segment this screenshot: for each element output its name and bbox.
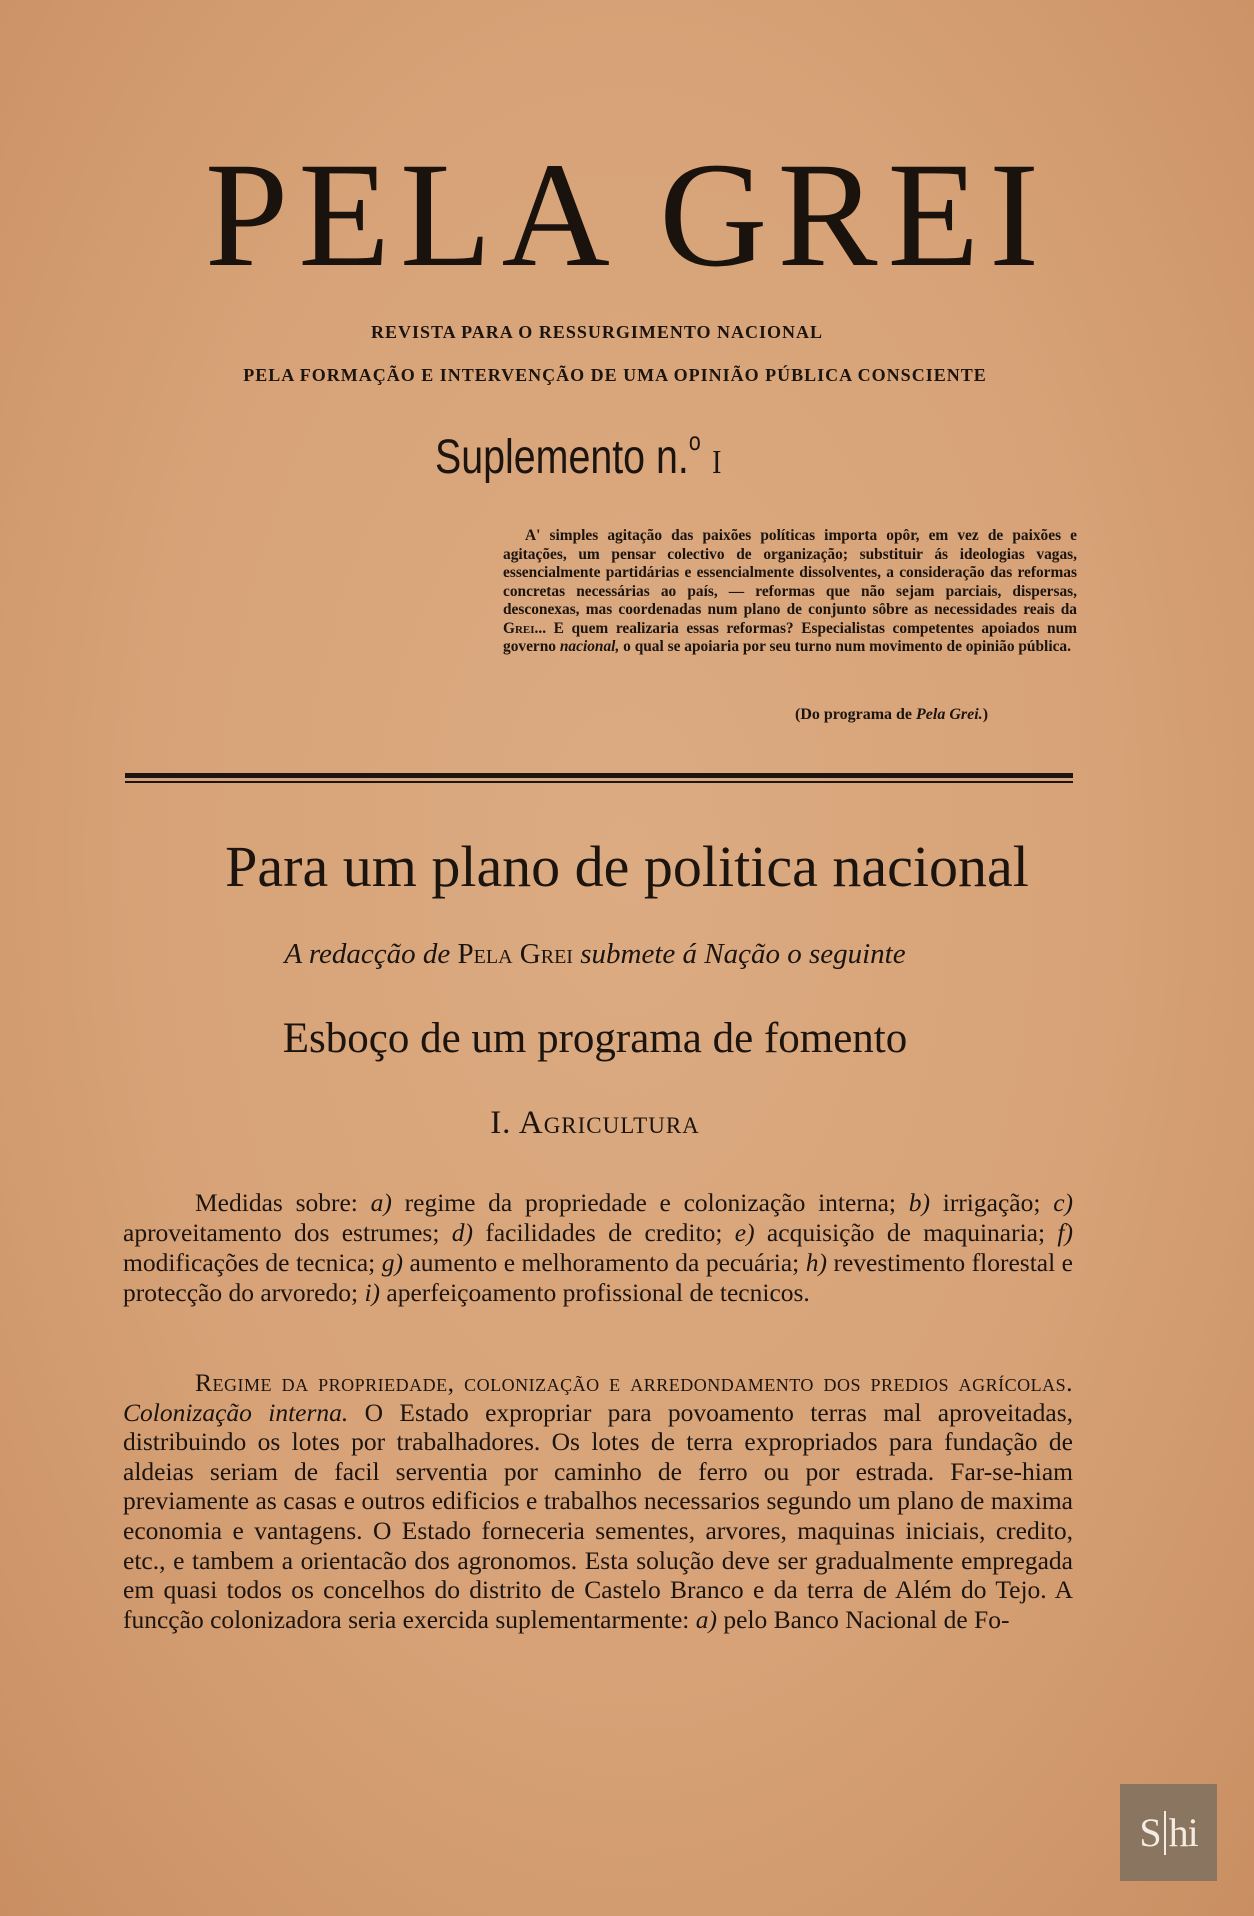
epigraph-text-3: o qual se apoiaria por seu turno num movimento de opinião pública. — [619, 638, 1071, 655]
epigraph — [503, 527, 1077, 657]
intro-pela: Pela — [457, 938, 513, 970]
paragraph-colonization: Regime da propriedade, colonização e arredondamento dos predios agrícolas. Colonização interna. O Estado expropriar para povoamento terras mal aproveitadas, distribuindo os lotes por trabalhadores. Os lotes de terra expropriados para fundação de aldeias seriam de facil serventia por caminho de ferro ou por estrada. Far-se-hiam previamente as casas e outros edificios e trabalhos necessarios segundo um plano de maxima economia e vantagens. O Estado forneceria sementes, arvores, maquinas iniciais, credito, etc., e tambem a orientacão dos agronomos. Esta solução deve ser gradualmente empregada em quasi todos os concelhos do distrito de Castelo Branco e da terra de Além do Tejo. A funcção colonizadora seria exercida suplementarmente: a) pelo Banco Nacional de Fo- — [123, 1368, 1073, 1634]
source-prefix: (Do programa de — [795, 706, 917, 723]
intro-grei: Grei — [519, 938, 573, 970]
logo-text-left: S — [1139, 1810, 1161, 1855]
epigraph-grei: Grei — [503, 619, 535, 637]
epigraph-source — [795, 706, 988, 724]
masthead-title: PELA GREI — [204, 132, 1050, 298]
article-headline: Para um plano de politica nacional — [225, 834, 1029, 899]
intro-text-b: submete á Nação o seguinte — [572, 938, 906, 970]
divider-thick — [125, 773, 1073, 778]
subtitle-line-2: PELA FORMAÇÃO E INTERVENÇÃO DE UMA OPINIÃO PÚBLICA CONSCIENTE — [243, 365, 987, 385]
paragraph-measures: Medidas sobre: a) regime da propriedade e colonização interna; b) irrigação; c) aproveitamento dos estrumes; d) facilidades de credito; e) acquisição de maquinaria; f) modificações de tecnica; g) aumento e melhoramento da pecuária; h) revestimento florestal e protecção do arvoredo; i) aperfeiçoamento profissional de tecnicos. — [123, 1188, 1073, 1307]
subtitle-line-1: REVISTA PARA O RESSURGIMENTO NACIONAL — [370, 322, 824, 342]
section-title: I. Agricultura — [490, 1105, 700, 1141]
source-suffix: ) — [982, 706, 989, 723]
paragraph-heading: Regime da propriedade, colonização e arredondamento dos predios agrícolas. — [195, 1368, 1073, 1397]
source-title: Pela Grei. — [916, 706, 983, 723]
epigraph-text-2: ... E quem realizaria essas reformas? Especialistas competentes apoiados num governo — [503, 619, 1077, 655]
supplement-text: Suplemento n. — [435, 431, 689, 484]
paragraph-subhead: Colonização interna. — [123, 1397, 349, 1427]
intro-text-a: A redacção de — [284, 938, 458, 970]
logo-bar — [1164, 1811, 1166, 1855]
divider-thin — [125, 781, 1073, 783]
supplement-number: I — [712, 444, 722, 481]
supplement-label — [435, 426, 722, 485]
epigraph-text: A' simples agitação das paixões políticas importa opôr, em vez de paixões e agitações, um pensar colectivo de organização; substituir ás ideologias vagas, essencialmente partidárias e essencialmente dissolventes, a consideração das reformas concretas necessárias ao país, — reformas que não sejam parciais, dispersas, desconexas, mas coordenadas num plano de conjunto sôbre as necessidades reais da — [503, 527, 1077, 618]
supplement-degree: o — [688, 426, 701, 456]
program-title: Esboço de um programa de fomento — [282, 1015, 908, 1062]
epigraph-nacional: nacional, — [559, 638, 620, 655]
article-intro — [0, 938, 1190, 971]
logo-text-right: hi — [1168, 1810, 1198, 1855]
archive-logo — [1120, 1784, 1217, 1881]
